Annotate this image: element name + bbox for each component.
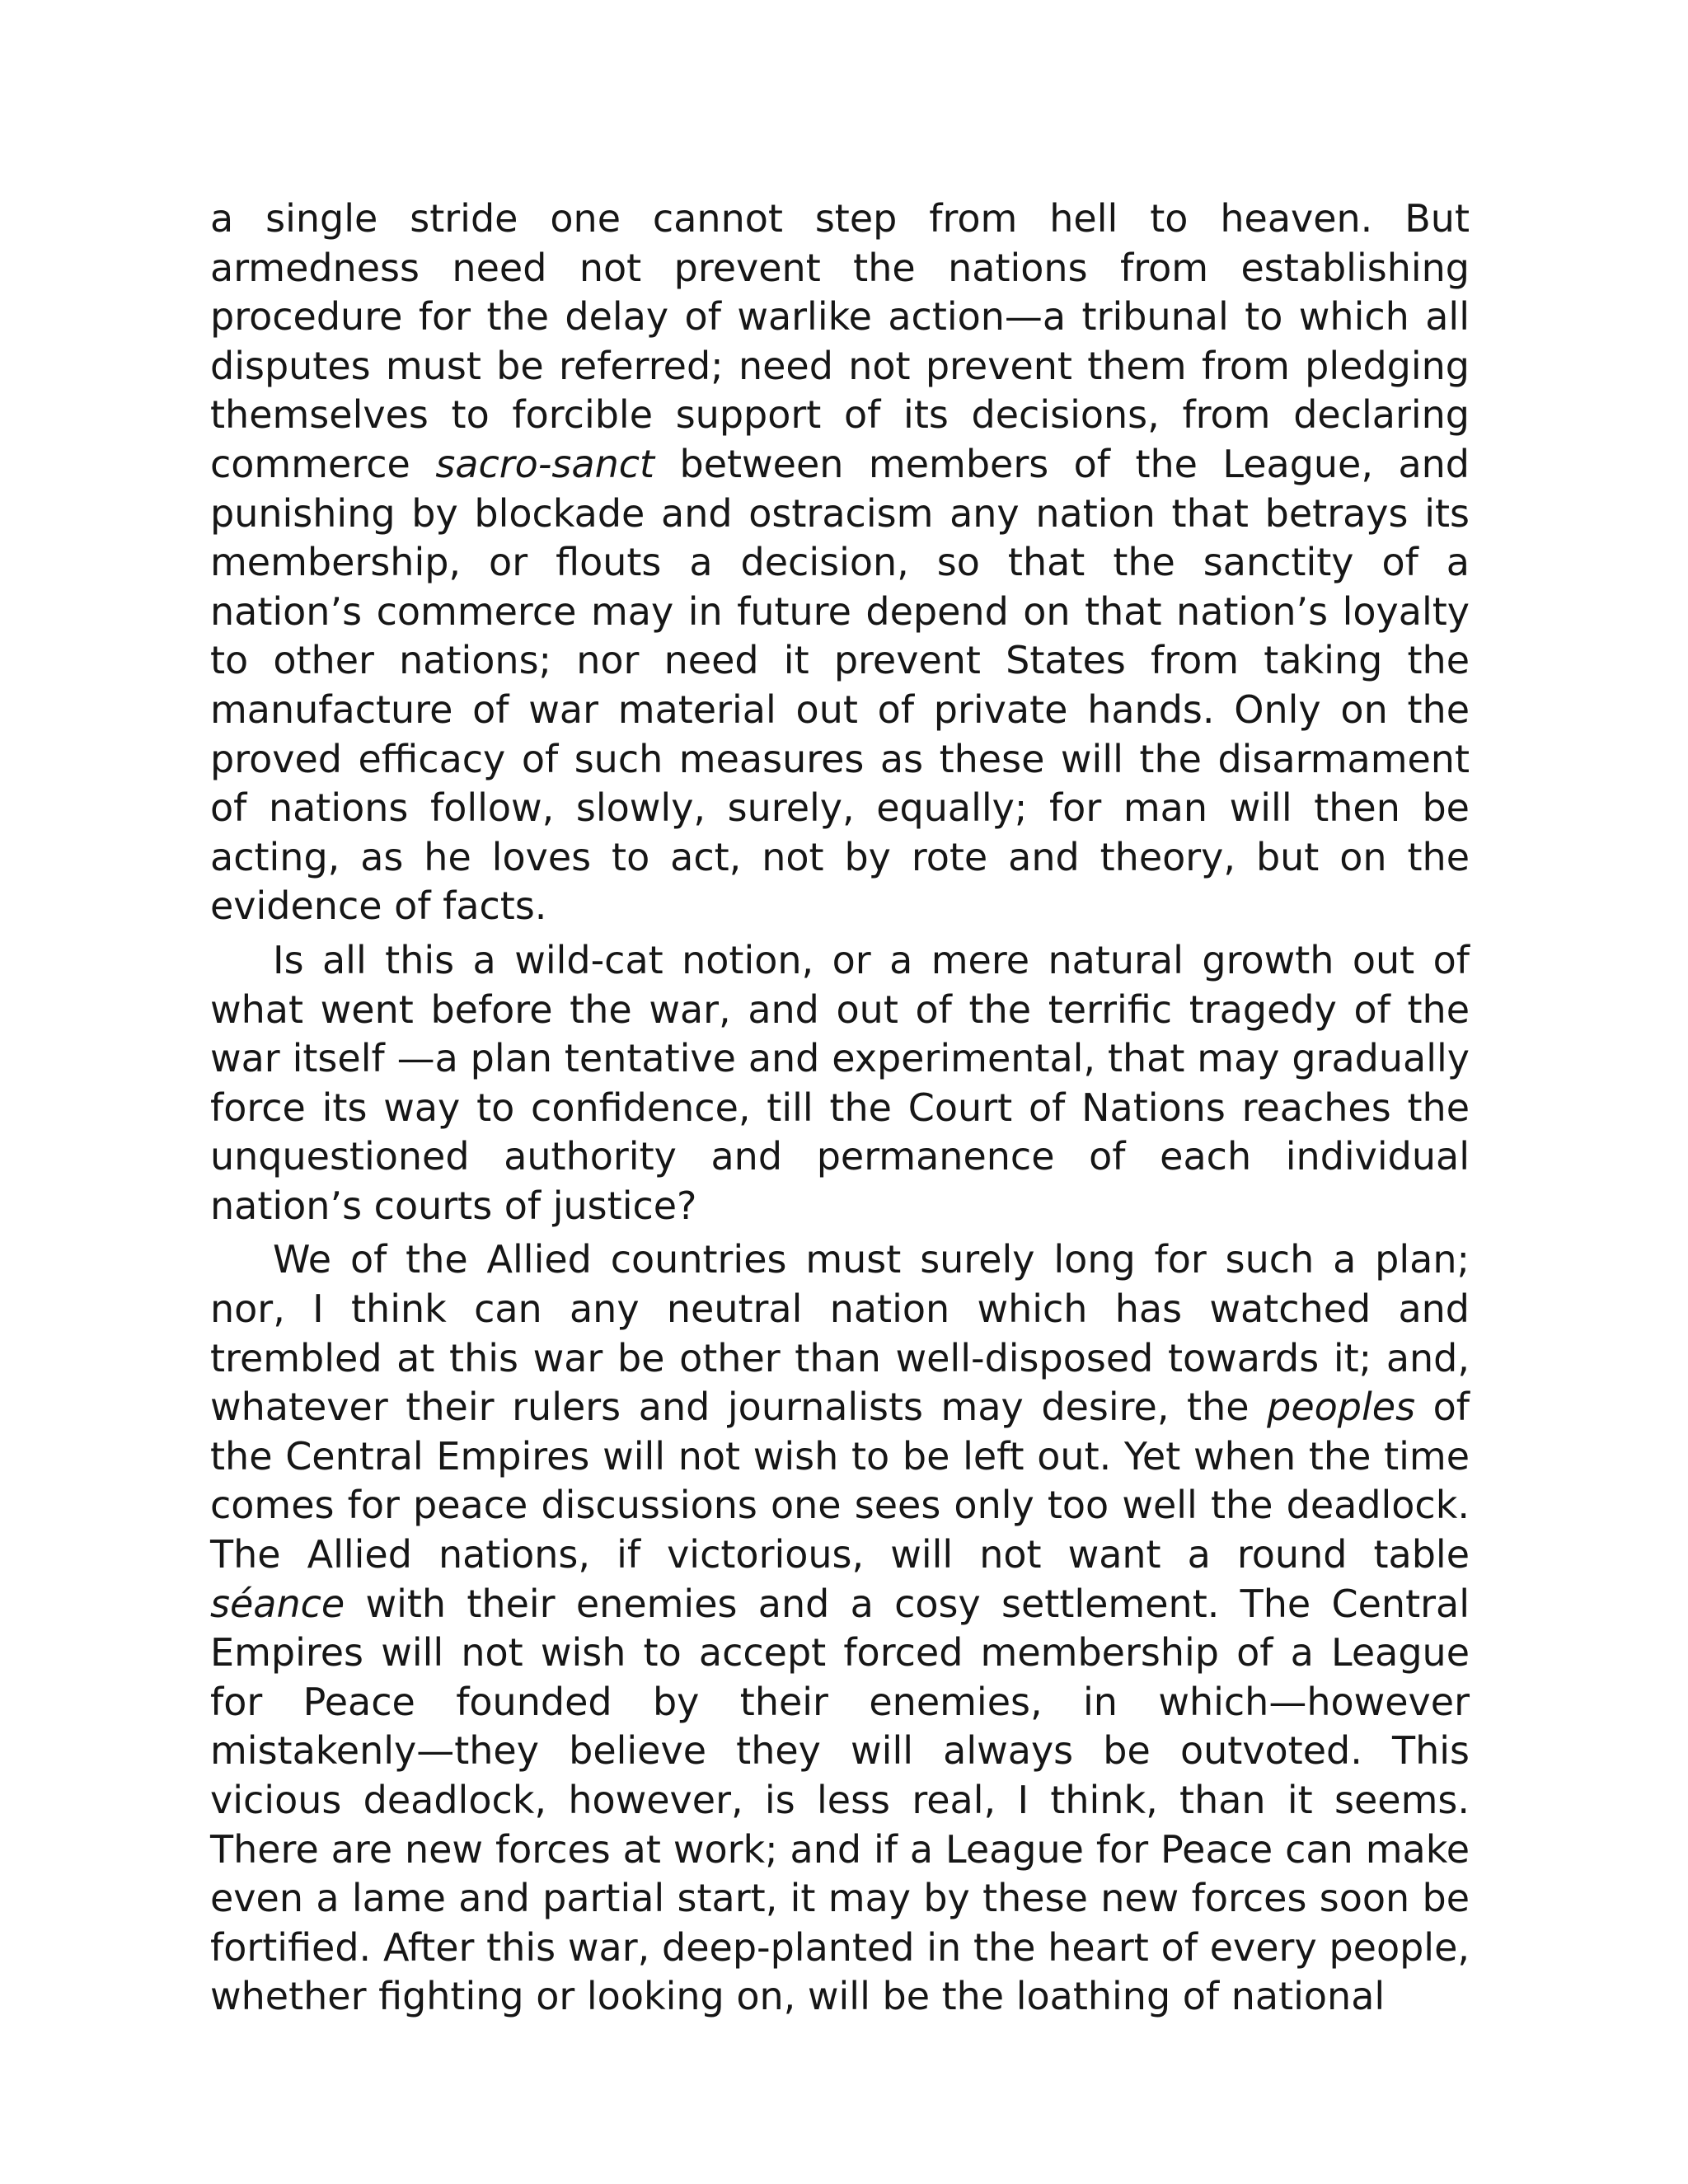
text-run: Is all this a wild-cat notion, or a mere natural growth out of what went before the war, and out of the terrific tragedy of the war itself —a plan tentative and experimental, that may gradually force its way to confidence, till the Court of Nations reaches the unquestioned authority and permanence of each individual nation’s courts of justice? bbox=[210, 937, 1470, 1228]
paragraph-1 bbox=[210, 194, 1470, 931]
text-run: a single stride one cannot step from hell to heaven. But armedness need not prevent the nations from establishing procedure for the delay of warlike action—a tribunal to which all disputes must be referred; need not prevent them from pledging themselves to forcible support of its decisions, from declaring commerce bbox=[210, 196, 1470, 486]
text-run: between members of the League, and punishing by blockade and ostracism any nation that betrays its membership, or flouts a decision, so that the sanctity of a nation’s commerce may in future depend on that nation’s loyalty to other nations; nor need it prevent States from taking the manufacture of war material out of private hands. Only on the proved efficacy of such measures as these will the disarmament of nations follow, slowly, surely, equally; for man will then be acting, as he loves to act, not by rote and theory, but on the evidence of facts. bbox=[210, 441, 1470, 929]
text-run: of the Central Empires will not wish to be left out. Yet when the time comes for peace discussions one sees only too well the deadlock. The Allied nations, if victorious, will not want a round table bbox=[210, 1385, 1470, 1577]
italic-text: séance bbox=[210, 1581, 345, 1626]
italic-text: peoples bbox=[1267, 1385, 1416, 1430]
body-text bbox=[210, 194, 1470, 2022]
text-run: with their enemies and a cosy settlement. The Central Empires will not wish to accept forced membership of a League for Peace founded by their enemies, in which—however mistakenly—they believe they will always be outvoted. This vicious deadlock, however, is less real, I think, than it seems. There are new forces at work; and if a League for Peace can make even a lame and partial start, it may by these new forces soon be fortified. After this war, deep-planted in the heart of every people, whether fighting or looking on, will be the loathing of national bbox=[210, 1581, 1470, 2019]
text-run: We of the Allied countries must surely long for such a plan; nor, I think can any neutral nation which has watched and trembled at this war be other than well-disposed towards it; and, whatever their rulers and journalists may desire, the bbox=[210, 1237, 1470, 1430]
italic-text: sacro-sanct bbox=[435, 441, 655, 486]
paragraph-3 bbox=[210, 1235, 1470, 2022]
paragraph-2 bbox=[210, 936, 1470, 1231]
